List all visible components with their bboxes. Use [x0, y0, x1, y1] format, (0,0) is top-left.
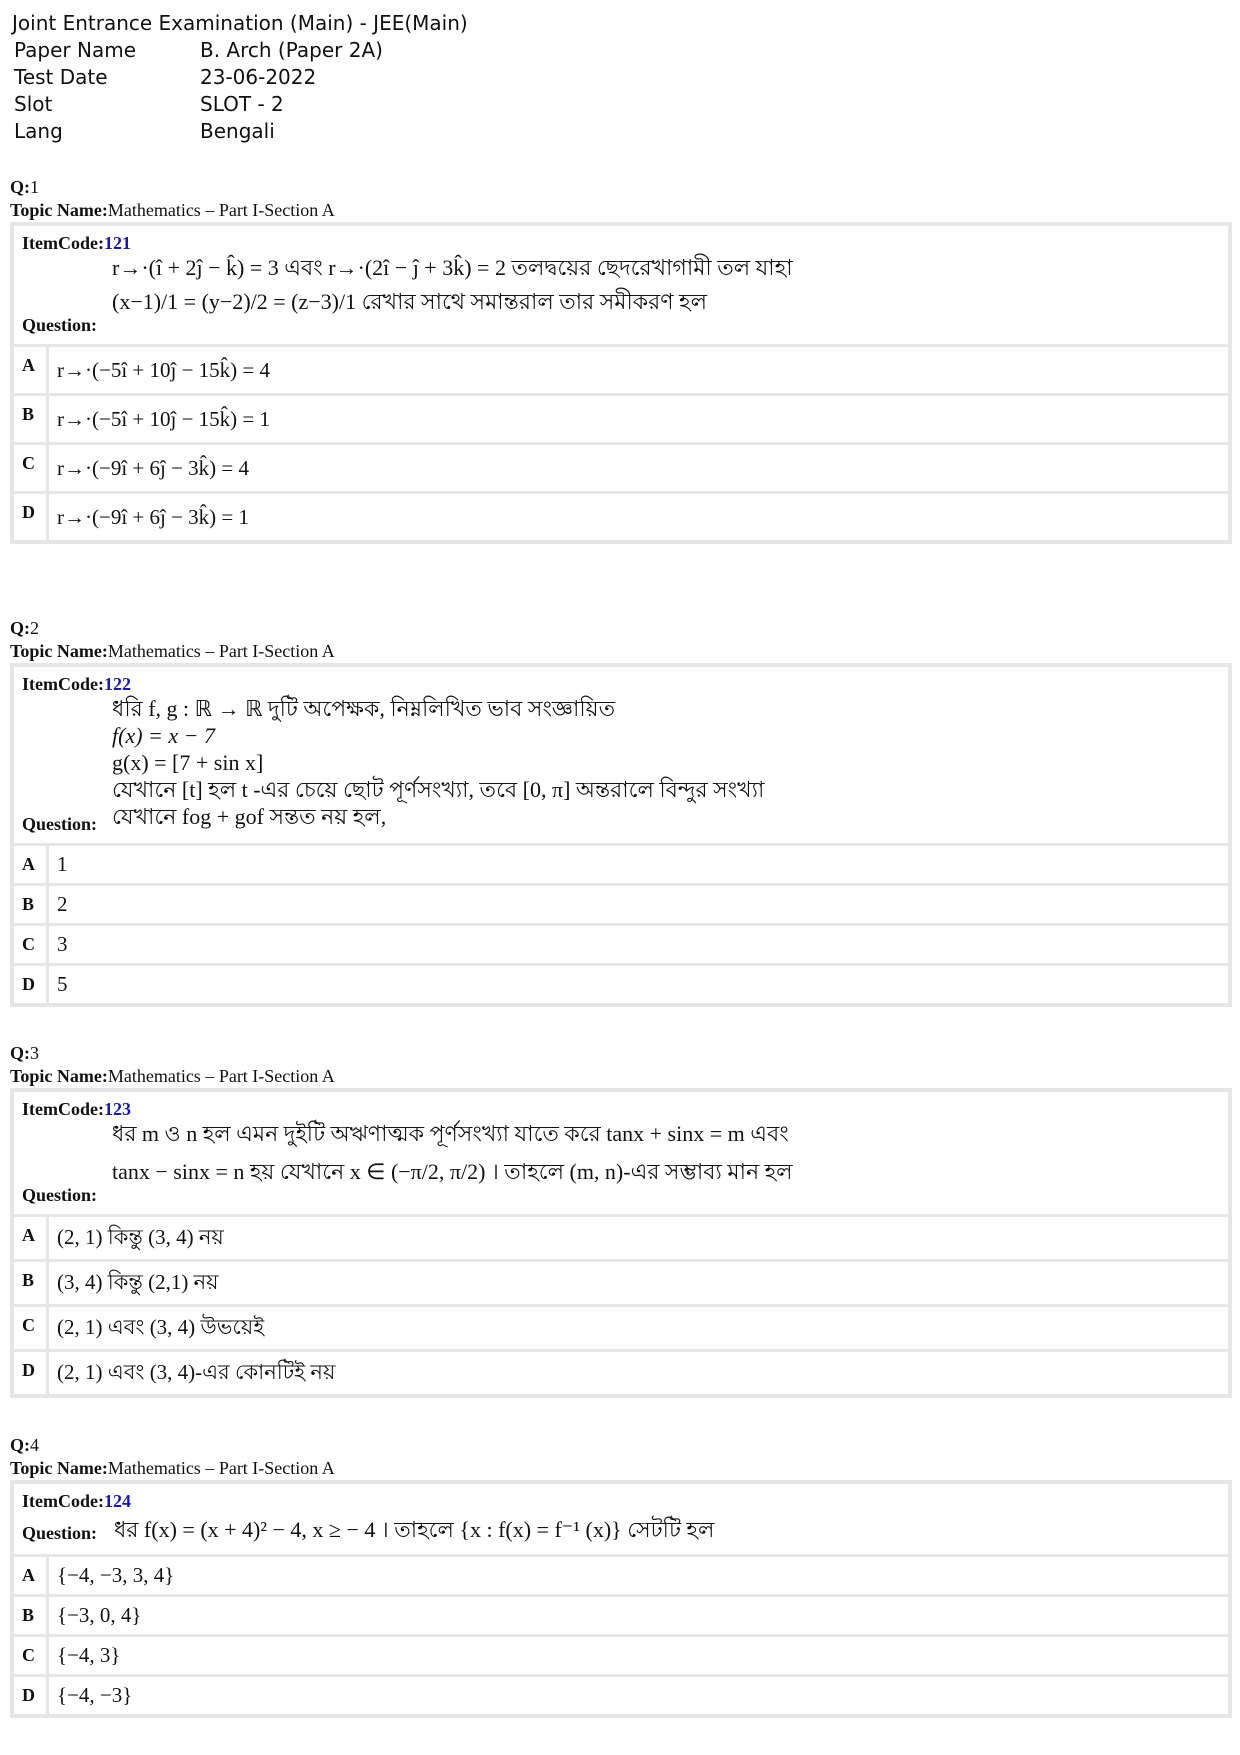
- question-box: [10, 663, 1232, 1007]
- option-text: r→·(−9î + 6ĵ − 3k̂) = 1: [57, 504, 250, 529]
- question-line: (x−1)/1 = (y−2)/2 = (z−3)/1 রেখার সাথে সমান্তরাল তার সমীকরণ হল: [112, 289, 707, 314]
- option-c[interactable]: [14, 445, 1228, 494]
- option-text: {−4, −3}: [57, 1683, 133, 1707]
- option-label: A: [14, 1217, 49, 1259]
- option-a[interactable]: [14, 1217, 1228, 1262]
- question-number: Q:4: [10, 1435, 39, 1455]
- question-block-3: [10, 1042, 1232, 1398]
- question-line: tanx − sinx = n হয় যেখানে x ∈ (−π/2, π/2) । তাহলে (m, n)-এর সম্ভাব্য মান হল: [112, 1159, 793, 1184]
- question-text: [112, 1120, 1220, 1186]
- option-text: 5: [57, 972, 68, 996]
- item-code: ItemCode:121: [22, 233, 131, 253]
- option-label: C: [14, 926, 49, 963]
- meta-value: Bengali: [200, 119, 275, 143]
- option-text: {−3, 0, 4}: [57, 1603, 142, 1627]
- option-a[interactable]: [14, 347, 1228, 396]
- option-label: D: [14, 1352, 49, 1394]
- option-text: {−4, −3, 3, 4}: [57, 1563, 175, 1587]
- question-block-4: [10, 1434, 1232, 1718]
- option-label: B: [14, 1262, 49, 1304]
- option-c[interactable]: [14, 1637, 1228, 1677]
- option-text: r→·(−9î + 6ĵ − 3k̂) = 4: [57, 455, 250, 480]
- meta-value: B. Arch (Paper 2A): [200, 38, 383, 62]
- question-number: Q:3: [10, 1043, 39, 1063]
- item-code: ItemCode:122: [22, 674, 131, 694]
- option-text: (2, 1) এবং (3, 4)-এর কোনটিই নয়: [57, 1359, 336, 1384]
- meta-key: Test Date: [14, 65, 108, 89]
- question-box: [10, 1480, 1232, 1718]
- option-label: D: [14, 966, 49, 1003]
- option-d[interactable]: [14, 966, 1228, 1003]
- option-label: A: [14, 347, 49, 393]
- option-text: r→·(−5î + 10ĵ − 15k̂) = 4: [57, 357, 271, 382]
- exam-header: [12, 10, 468, 145]
- option-c[interactable]: [14, 1307, 1228, 1352]
- option-d[interactable]: [14, 1352, 1228, 1394]
- question-line: r→·(î + 2ĵ − k̂) = 3 এবং r→·(2î − ĵ + 3k̂) = 2 তলদ্বয়ের ছেদরেখাগামী তল যাহা: [112, 255, 793, 280]
- option-a[interactable]: [14, 1557, 1228, 1597]
- question-stem: [14, 1484, 1228, 1557]
- option-text: 3: [57, 932, 68, 956]
- option-label: A: [14, 846, 49, 883]
- meta-row: [12, 118, 383, 145]
- option-label: C: [14, 445, 49, 491]
- option-a[interactable]: [14, 846, 1228, 886]
- meta-key: Paper Name: [14, 38, 137, 62]
- option-b[interactable]: [14, 396, 1228, 445]
- question-label: Question:: [22, 814, 98, 834]
- topic-name: Topic Name:Mathematics – Part I-Section A: [10, 1066, 335, 1086]
- option-label: B: [14, 886, 49, 923]
- question-stem: [14, 1092, 1228, 1217]
- option-b[interactable]: [14, 886, 1228, 926]
- item-code: ItemCode:124: [22, 1491, 131, 1511]
- question-text: [112, 254, 1220, 316]
- question-box: [10, 1088, 1232, 1398]
- exam-meta-table: [12, 37, 383, 145]
- option-label: A: [14, 1557, 49, 1594]
- question-line: যেখানে fog + gof সন্তত নয় হল,: [112, 804, 387, 829]
- question-block-1: [10, 176, 1232, 544]
- option-d[interactable]: [14, 1677, 1228, 1714]
- option-label: D: [14, 1677, 49, 1714]
- meta-value: SLOT - 2: [200, 92, 284, 116]
- question-line: g(x) = [7 + sin x]: [112, 750, 264, 775]
- question-line: যেখানে [t] হল t -এর চেয়ে ছোট পূর্ণসংখ্যা, তবে [0, π] অন্তরালে বিন্দুর সংখ্যা: [112, 777, 765, 802]
- meta-value: 23-06-2022: [200, 65, 317, 89]
- option-label: C: [14, 1637, 49, 1674]
- question-line: f(x) = x − 7: [112, 723, 215, 748]
- question-label: Question:: [22, 315, 98, 335]
- question-line: ধর m ও n হল এমন দুইটি অঋণাত্মক পূর্ণসংখ্যা যাতে করে tanx + sinx = m এবং: [112, 1121, 789, 1146]
- option-c[interactable]: [14, 926, 1228, 966]
- question-number: Q:1: [10, 177, 39, 197]
- meta-row: [12, 37, 383, 64]
- option-b[interactable]: [14, 1262, 1228, 1307]
- meta-row: [12, 91, 383, 118]
- question-label: Question:: [22, 1523, 98, 1543]
- option-d[interactable]: [14, 494, 1228, 540]
- option-label: D: [14, 494, 49, 540]
- question-stem: [14, 667, 1228, 846]
- topic-name: Topic Name:Mathematics – Part I-Section A: [10, 641, 335, 661]
- question-line: ধরি f, g : ℝ → ℝ দুটি অপেক্ষক, নিম্নলিখিত ভাব সংজ্ঞায়িত: [112, 696, 616, 721]
- option-text: {−4, 3}: [57, 1643, 121, 1667]
- meta-row: [12, 64, 383, 91]
- item-code: ItemCode:123: [22, 1099, 131, 1119]
- question-line: ধর f(x) = (x + 4)² − 4, x ≥ − 4 । তাহলে {x : f(x) = f⁻¹ (x)} সেটটি হল: [114, 1517, 715, 1542]
- option-label: B: [14, 1597, 49, 1634]
- exam-title: Joint Entrance Examination (Main) - JEE(Main): [12, 11, 468, 35]
- question-text: [112, 695, 1220, 830]
- option-text: r→·(−5î + 10ĵ − 15k̂) = 1: [57, 406, 271, 431]
- option-text: (2, 1) কিন্তু (3, 4) নয়: [57, 1224, 224, 1249]
- option-text: (3, 4) কিন্তু (2,1) নয়: [57, 1269, 219, 1294]
- option-text: (2, 1) এবং (3, 4) উভয়েই: [57, 1314, 265, 1339]
- meta-key: Lang: [14, 119, 63, 143]
- question-label: Question:: [22, 1185, 98, 1205]
- question-text: [114, 1516, 1220, 1544]
- option-label: C: [14, 1307, 49, 1349]
- option-text: 2: [57, 892, 68, 916]
- question-stem: [14, 226, 1228, 347]
- option-b[interactable]: [14, 1597, 1228, 1637]
- option-label: B: [14, 396, 49, 442]
- meta-key: Slot: [14, 92, 53, 116]
- question-box: [10, 222, 1232, 544]
- question-block-2: [10, 617, 1232, 1007]
- question-number: Q:2: [10, 618, 39, 638]
- topic-name: Topic Name:Mathematics – Part I-Section A: [10, 200, 335, 220]
- topic-name: Topic Name:Mathematics – Part I-Section A: [10, 1458, 335, 1478]
- option-text: 1: [57, 852, 68, 876]
